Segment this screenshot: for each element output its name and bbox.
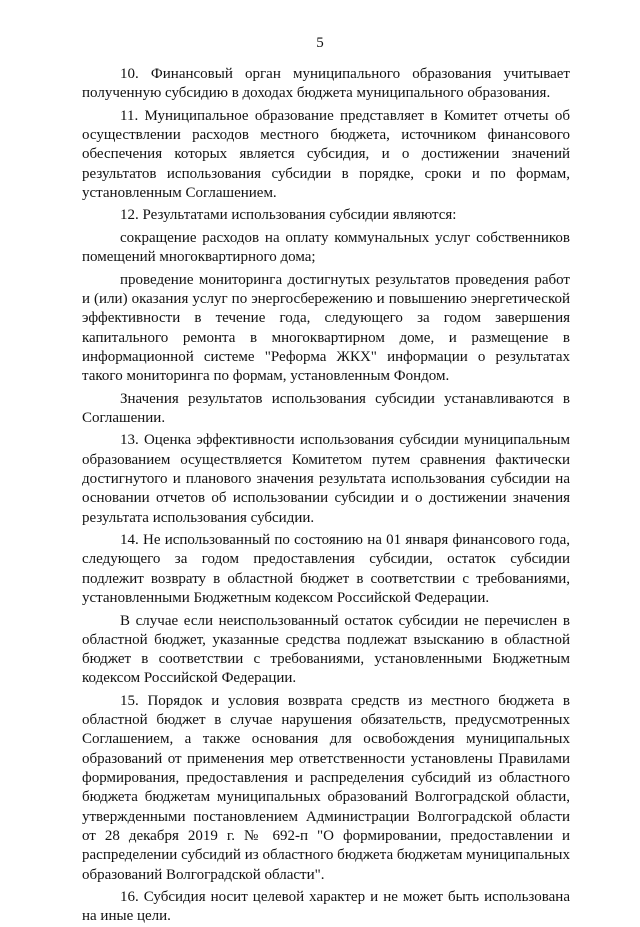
paragraph-14: 14. Не использованный по состоянию на 01 января финансового года, следующего за годом предоставления субсидии, остаток субсидии подлежит возврату в областной бюджет в соответствии с требованиями, установленными Бюджетным кодексом Российской Федерации. xyxy=(82,532,570,607)
result-item-cost-reduction: сокращение расходов на оплату коммунальных услуг собственников помещений многоквартирного дома; xyxy=(82,229,570,266)
paragraph-10: 10. Финансовый орган муниципального образования учитывает полученную субсидию в доходах бюджета муниципального образования. xyxy=(82,66,570,102)
page-number: 5 xyxy=(316,35,324,51)
result-item-monitoring: проведение мониторинга достигнутых результатов проведения работ и (или) оказания услуг по энергосбережению и повышению энергетической эффективности в течение года, следующего за годом завершения капитального ремонта в многоквартирном доме, и размещение в информационной системе "Реформа ЖКХ" информации о результатах такого мониторинга по формам, установленным Фондом. xyxy=(82,271,570,385)
paragraph-12: 12. Результатами использования субсидии являются: xyxy=(120,207,457,224)
paragraph-result-values: Значения результатов использования субсидии устанавливаются в Соглашении. xyxy=(82,390,570,426)
document-body xyxy=(82,65,570,927)
paragraph-15: 15. Порядок и условия возврата средств из местного бюджета в областной бюджет в случае нарушения обязательств, предусмотренных Соглашением, а также основания для освобождения муниципальных образований от применения мер ответственности установлены Правилами формирования, предоставления и распределения субсидий из областного бюджета бюджетам муниципальных образований Волгоградской области, утвержденными постановлением Администрации Волгоградской области от 28 декабря 2019 г. № 692-п "О формировании, предоставлении и распределении субсидий из областного бюджета бюджетам муниципальных образований Волгоградской области". xyxy=(82,692,570,883)
paragraph-13: 13. Оценка эффективности использования субсидии муниципальным образованием осуществляется Комитетом путем сравнения фактически достигнутого и планового значения результата использования субсидии на основании отчетов об использовании субсидии и о достижении значения результата использования субсидии. xyxy=(82,432,570,526)
paragraph-unused-balance: В случае если неиспользованный остаток субсидии не перечислен в областной бюджет, указанные средства подлежат взысканию в областной бюджет в соответствии с требованиями, установленными Бюджетным кодексом Российской Федерации. xyxy=(82,612,570,687)
paragraph-16: 16. Субсидия носит целевой характер и не может быть использована на иные цели. xyxy=(82,889,570,925)
paragraph-11: 11. Муниципальное образование представляет в Комитет отчеты об осуществлении расходов местного бюджета, источником финансового обеспечения которых является субсидия, и о достижении значений результатов использования субсидии в порядке, сроки и по формам, установленным Соглашением. xyxy=(82,107,570,201)
